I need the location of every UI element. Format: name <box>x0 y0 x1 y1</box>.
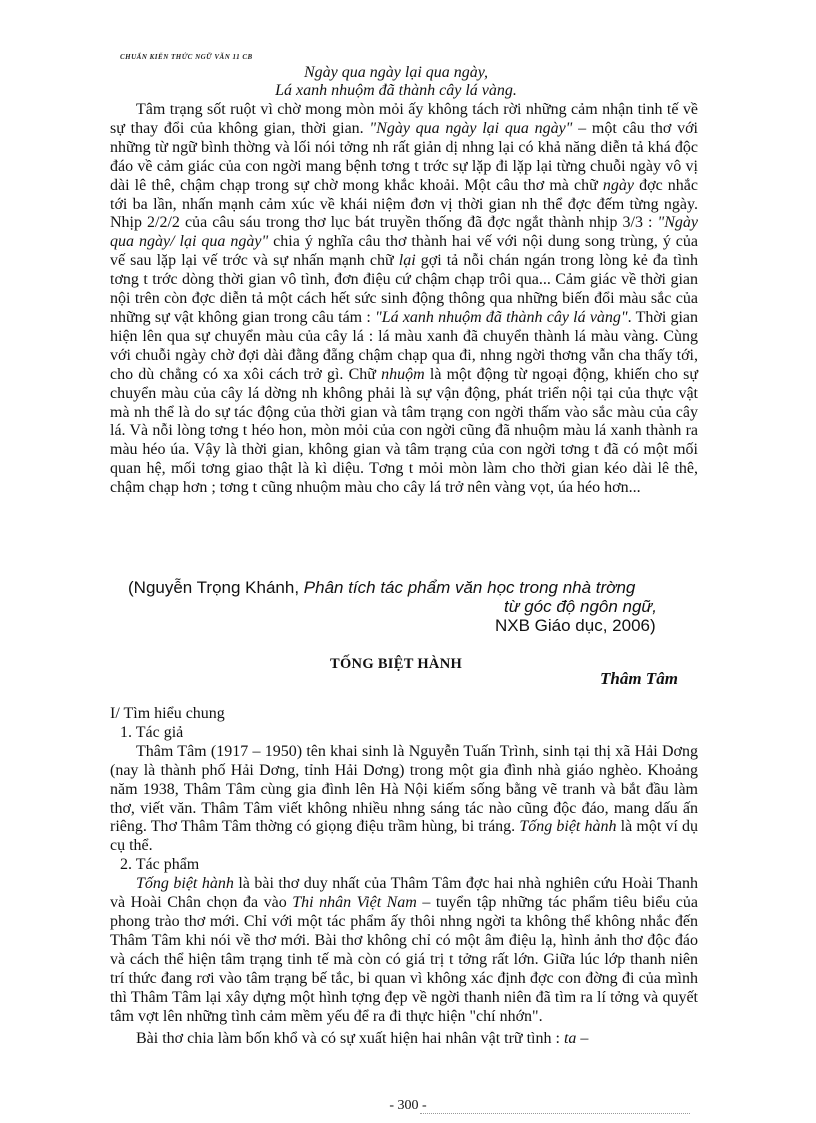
text-run: Thâm Tâm (1917 – 1950) tên khai sinh là Nguyễn Tuấn Trình, sinh tại thị xã Hải Dơng (nay là thành phố Hải Dơng, tỉnh Hải Dơng) trong một gia đình nhà giáo nghèo. Khoảng năm 1938, Thâm Tâm cùng gia đình lên Hà Nội kiếm sống bằng vẽ tranh và bắt đầu làm thơ, viết văn. Thâm Tâm viết không nhiều nhng sáng tác nào cũng độc đáo, mang dấu ấn riêng. Thơ Thâm Tâm thờng có giọng điệu trầm hùng, bi tráng. <box>110 742 698 836</box>
citation-line-1 <box>128 577 635 598</box>
text-run: – <box>576 1030 589 1048</box>
emphasized-word: nhuộm <box>381 365 425 383</box>
citation-line-2: từ góc độ ngôn ngữ, <box>504 597 657 616</box>
text-run: Tâm trạng sốt ruột vì chờ mong mòn mỏi ấy không tách rời những cảm nhận tinh tế về sự thay đổi của không gian, thời gian. <box>110 101 698 137</box>
poem-author: Thâm Tâm <box>600 669 678 688</box>
text-run: là một ví dụ cụ thể. <box>110 818 699 855</box>
quoted-verse: "Lá xanh nhuộm đã thành cây lá vàng" <box>374 308 628 326</box>
citation-publisher: NXB Giáo dục, 2006) <box>495 616 656 635</box>
running-header: CHUẨN KIẾN THỨC NGỮ VĂN 11 CB <box>120 53 253 61</box>
work-title-inline: Tống biệt hành <box>519 818 617 836</box>
text-run: Bài thơ chia làm bốn khổ và có sự xuất hiện hai nhân vật trữ tình : <box>136 1030 564 1048</box>
anthology-title: Thi nhân Việt Nam <box>292 894 417 912</box>
text-run: là bài thơ duy nhất của Thâm Tâm đợc hai nhà nghiên cứu Hoài Thanh và Hoài Chân chọn đa vào <box>110 875 699 912</box>
work-paragraph <box>110 875 698 1026</box>
quoted-verse: "Ngày qua ngày lại qua ngày" <box>369 119 573 137</box>
analysis-text <box>110 101 698 498</box>
emphasized-word: ta <box>563 1030 577 1048</box>
poem-title: TỐNG BIỆT HÀNH <box>330 656 463 672</box>
text-run: gợi tả nỗi chán ngán trong lòng kẻ đa tình tơng t trớc dòng thời gian vô tình, đơn điệu cứ chậm chạp trôi qua... Cảm giác về thời gian nội trên còn đợc diễn tả một cách hết sức sinh động thông qua những biến đổi màu sắc của những sự vật không gian trong câu tám : <box>110 252 699 326</box>
verse-line-2: Lá xanh nhuộm đã thành cây lá vàng. <box>275 82 517 99</box>
analysis-paragraph <box>110 101 698 498</box>
footer-rule <box>420 1113 690 1114</box>
emphasized-word: ngày <box>602 176 634 194</box>
citation-author: (Nguyễn Trọng Khánh, <box>128 578 304 597</box>
closing-paragraph <box>110 1030 698 1049</box>
author-paragraph <box>110 743 698 856</box>
citation-work: Phân tích tác phẩm văn học trong nhà trờng <box>303 578 636 597</box>
subheading-author: 1. Tác giả <box>120 723 184 741</box>
text-run: – một câu thơ với những từ ngữ bình thờng và lối nói tởng nh rất giản dị nhng lại có khả năng diễn tả khá độc đáo về cảm giác của con ngời mang bệnh tơng t trớc sự lặp đi lặp lại từng chuỗi ngày vô vị dài lê thê, chậm chạp trong sự chờ mong khắc khoải. Một câu thơ mà chữ <box>110 119 698 194</box>
section-heading: I/ Tìm hiểu chung <box>110 705 225 722</box>
subheading-work: 2. Tác phẩm <box>120 856 200 874</box>
text-run: đợc nhắc tới ba lần, nhấn mạnh cảm xúc về khái niệm đơn vị thời gian nh thể đợc đếm từng ngày. Nhịp 2/2/2 của câu sáu trong thơ lục bát truyền thống đã đợc ngắt thành nhịp 3/3 : <box>110 176 698 232</box>
text-run: – tuyển tập những tác phẩm tiêu biểu của phong trào thơ mới. Chỉ với một tác phẩm ấy thôi nhng ngời ta không thể không nhắc đến Thâm Tâm khi nói về thơ mới. Bài thơ không chỉ có một âm điệu lạ, hình ảnh thơ độc đáo và cách thể hiện tâm trạng tinh tế mà còn có giá trị t tởng rất lớn. Giữa lúc lớp thanh niên trí thức đang rơi vào tâm trạng bế tắc, bi quan vì không xác định đợc con đờng đi của mình thì Thâm Tâm lại xây dựng một hình tợng đẹp về ngời thanh niên đã tìm ra lí tởng và quyết tâm vợt lên những tình cảm mềm yếu để ra đi thực hiện "chí nhớn". <box>110 894 698 1025</box>
section-general <box>110 705 698 1049</box>
verse-line-1: Ngày qua ngày lại qua ngày, <box>304 64 488 81</box>
page-number: - 300 - <box>389 1098 427 1113</box>
text-run: là một động từ ngoại động, khiến cho sự chuyển màu của cây lá dờng nh không phải là sự vận động, phát triển nội tại của thực vật mà nh thể là do sự tác động của thời gian và tâm trạng con ngời thấm vào sắc màu của cây lá. Và nỗi lòng tơng t héo hon, mòn mỏi của con ngời cũng đã nhuộm màu lá xanh thành ra màu héo úa. Vậy là thời gian, không gian và tâm trạng của con ngời tơng t đã có một mối quan hệ, mối tơng giao thật là kì diệu. Tơng t mỏi mòn làm cho thời gian kéo dài lê thê, chậm chạp hơn ; tơng t cũng nhuộm màu cho cây lá trở nên vàng vọt, úa héo hơn... <box>110 365 698 497</box>
work-title-inline: Tống biệt hành <box>136 875 234 893</box>
text-run: chia ý nghĩa câu thơ thành hai vế với nội dung song trùng, ý của vế sau lặp lại vế trớc và sự nhấn mạnh chữ <box>110 233 698 270</box>
text-run: . Thời gian hiện lên qua sự chuyển màu của cây lá : lá màu xanh đã chuyển thành lá màu vàng. Cùng với chuỗi ngày chờ đợi dài đằng đẵng chậm chạp qua đi, nhng ngời thơng vẫn cha thấy tới, cho dù chẳng có xa xôi cách trở gì. Chữ <box>110 308 699 383</box>
emphasized-word: lại <box>398 252 416 270</box>
quoted-verse: "Ngày qua ngày/ lại qua ngày" <box>110 214 698 251</box>
